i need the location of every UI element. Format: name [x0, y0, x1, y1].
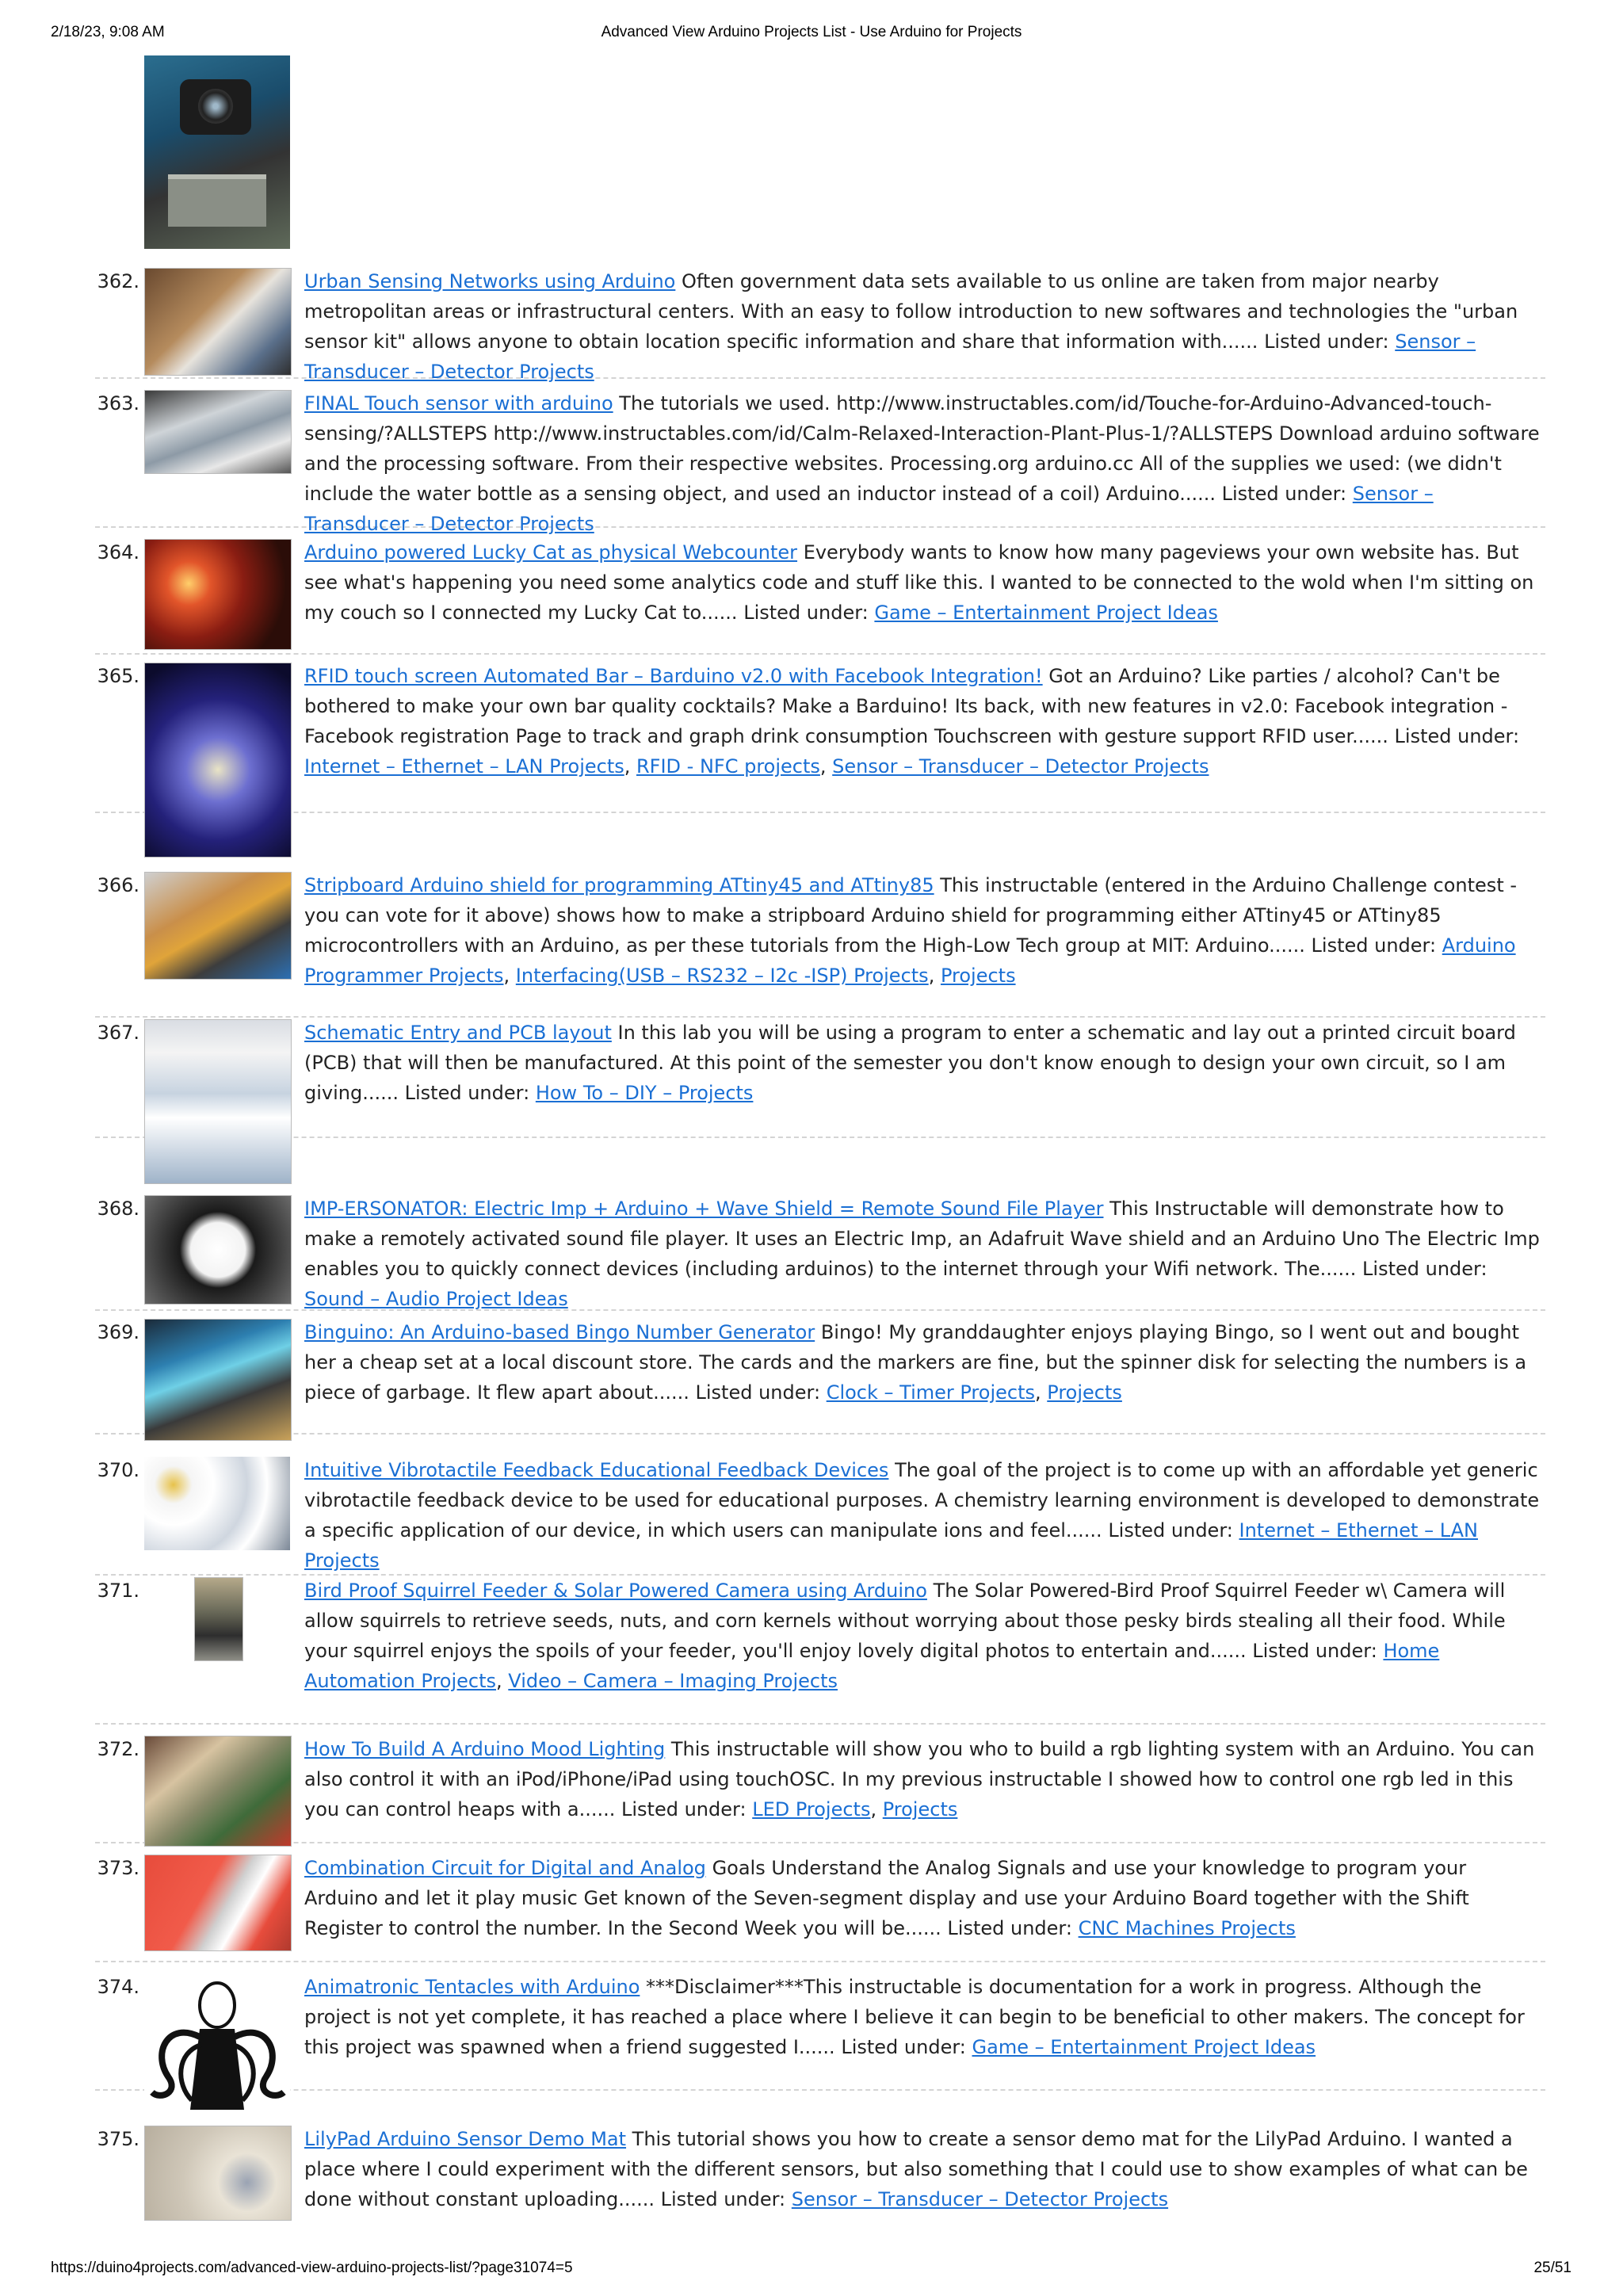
category-link[interactable]: How To – DIY – Projects	[535, 1082, 754, 1104]
item-thumbnail[interactable]	[144, 1457, 290, 1550]
listed-under-label: Listed under:	[621, 1798, 747, 1820]
item-text	[304, 266, 1541, 387]
item-summary: The goal of the project is to come up with an affordable yet generic vibrotactile feedback device to be used for educational purposes. A chemistry learning environment is developed to demonstrate a specific application of our device, in which users can manipulate ions and feel......	[304, 1459, 1540, 1541]
list-item	[95, 537, 1545, 655]
item-thumbnail[interactable]	[144, 1319, 292, 1441]
item-number: 367.	[97, 1022, 139, 1044]
listed-under-label: Listed under:	[947, 1917, 1072, 1939]
tentacles-illustration	[144, 1973, 290, 2110]
listed-under-label: Listed under:	[743, 602, 869, 624]
item-thumbnail[interactable]	[144, 663, 292, 858]
item-summary: Goals Understand the Analog Signals and use your knowledge to program your Arduino and let it play music Get known of the Seven-segment display and use your Arduino Board together with the Shift Register to control the number. In the Second Week you will be......	[304, 1857, 1469, 1939]
listed-under-label: Listed under:	[1311, 934, 1437, 957]
item-summary: The tutorials we used. http://www.instructables.com/id/Touche-for-Arduino-Advanced-touch-sensing/?ALLSTEPS http://www.instructables.com/id/Calm-Relaxed-Interaction-Plant-Plus-1/?ALLSTEPS Download arduino software and the processing software. From their respective websites. Processing.org arduino.cc All of the supplies we used: (we didn't include the water bottle as a sensing object, and used an inductor instead of a coil) Arduino......	[304, 392, 1540, 505]
print-footer	[0, 2260, 1623, 2291]
item-summary: In this lab you will be using a program to enter a schematic and lay out a printed circuit board (PCB) that will then be manufactured. At this point of the semester you don't know enough to design your own circuit, so I am giving......	[304, 1022, 1516, 1104]
print-url: https://duino4projects.com/advanced-view-arduino-projects-list/?page31074=5	[51, 2260, 573, 2276]
item-text	[304, 1018, 1541, 1108]
category-link[interactable]: Internet – Ethernet – LAN Projects	[304, 755, 624, 777]
item-number: 374.	[97, 1976, 139, 1998]
item-thumbnail[interactable]	[144, 2126, 292, 2221]
listed-under-label: Listed under:	[841, 2036, 966, 2058]
item-number: 375.	[97, 2128, 139, 2150]
item-thumbnail[interactable]	[144, 539, 292, 650]
item-number: 368.	[97, 1198, 139, 1220]
item-number: 370.	[97, 1459, 139, 1481]
item-text	[304, 1972, 1541, 2062]
item-number: 364.	[97, 541, 139, 563]
list-item	[95, 1317, 1545, 1435]
list-item	[95, 1455, 1545, 1576]
item-thumbnail[interactable]	[144, 390, 292, 474]
item-thumbnail[interactable]	[144, 268, 292, 376]
category-link[interactable]: Projects	[940, 965, 1016, 987]
item-title-link[interactable]: Arduino powered Lucky Cat as physical Webcounter	[304, 541, 798, 563]
item-number: 371.	[97, 1580, 139, 1602]
item-title-link[interactable]: Urban Sensing Networks using Arduino	[304, 270, 676, 292]
listed-under-label: Listed under:	[1362, 1258, 1487, 1280]
listed-under-label: Listed under:	[1108, 1519, 1233, 1541]
listed-under-label: Listed under:	[1252, 1640, 1377, 1662]
item-text: How To Build A Arduino Mood Lighting This instructable will show you who to build a rgb lighting system with an Arduino. You can also control it with an iPod/iPhone/iPad using touchOSC. In my previous instructable I showed how to control one rgb led in this you can control heaps with a...... Listed under: LED Projects, Projects	[304, 1738, 1535, 1820]
item-title-link[interactable]: Stripboard Arduino shield for programming ATtiny45 and ATtiny85	[304, 874, 934, 896]
item-summary: ***Disclaimer***This instructable is documentation for a work in progress. Although the project is not yet complete, it has reached a place where I believe it can begin to be beneficial to other makers. The concept for this project was spawned when a friend suggested I......	[304, 1976, 1525, 2058]
item-text	[304, 1194, 1541, 1314]
item-text	[304, 1853, 1541, 1943]
item-text: Bird Proof Squirrel Feeder & Solar Powered Camera using Arduino The Solar Powered-Bird Proof Squirrel Feeder w\ Camera will allow squirrels to retrieve seeds, nuts, and corn kernels without worrying about those pesky birds stealing all their food. While your squirrel enjoys the spoils of your feeder, you'll enjoy lovely digital photos to entertain and...... Listed under: Home Automation Projects, Video – Camera – Imaging Projects	[304, 1580, 1506, 1692]
category-link[interactable]: Clock – Timer Projects	[826, 1381, 1035, 1404]
item-number: 365.	[97, 665, 139, 687]
item-title-link[interactable]: Bird Proof Squirrel Feeder & Solar Powered Camera using Arduino	[304, 1580, 927, 1602]
print-page-number: 25/51	[1533, 2260, 1571, 2276]
category-link[interactable]: Projects	[1047, 1381, 1122, 1404]
list-item	[95, 2124, 1545, 2243]
category-link[interactable]: Internet – Ethernet – LAN Projects	[304, 1519, 1478, 1572]
item-thumbnail[interactable]	[144, 1855, 292, 1951]
item-title-link[interactable]: Intuitive Vibrotactile Feedback Educational Feedback Devices	[304, 1459, 889, 1481]
list-item	[95, 870, 1545, 1018]
item-title-link[interactable]: FINAL Touch sensor with arduino	[304, 392, 613, 415]
category-link[interactable]: Arduino Programmer Projects	[304, 934, 1516, 987]
category-link[interactable]: Home Automation Projects	[304, 1640, 1440, 1692]
item-title-link[interactable]: RFID touch screen Automated Bar – Barduino v2.0 with Facebook Integration!	[304, 665, 1043, 687]
item-title-link[interactable]: Combination Circuit for Digital and Analog	[304, 1857, 706, 1879]
item-number: 372.	[97, 1738, 139, 1760]
list-item	[95, 1972, 1545, 2091]
item-thumbnail[interactable]	[144, 1973, 290, 2110]
item-number: 362.	[97, 270, 139, 292]
item-text	[304, 2124, 1541, 2214]
item-number: 369.	[97, 1321, 139, 1343]
previous-item-thumbnail[interactable]	[144, 55, 290, 249]
category-link[interactable]: Projects	[882, 1798, 958, 1820]
listed-under-label: Listed under:	[660, 2188, 786, 2210]
item-thumbnail[interactable]	[144, 1019, 292, 1184]
camera-image-base	[168, 174, 266, 227]
list-item	[95, 266, 1545, 383]
item-thumbnail[interactable]	[144, 1195, 292, 1305]
item-summary: Got an Arduino? Like parties / alcohol? Can't be bothered to make your own bar quality cocktails? Make a Barduino! Its back, with new features in v2.0: Facebook integration - Facebook registration Page to track and graph drink consumption Touchscreen with gesture support RFID user......	[304, 665, 1508, 747]
print-page-title: Advanced View Arduino Projects List - Use Arduino for Projects	[601, 24, 1022, 40]
category-link[interactable]: Sound – Audio Project Ideas	[304, 1288, 568, 1310]
category-link[interactable]: Game – Entertainment Project Ideas	[874, 602, 1218, 624]
item-title-link[interactable]: Schematic Entry and PCB layout	[304, 1022, 612, 1044]
listed-under-label: Listed under:	[1221, 483, 1347, 505]
category-link[interactable]: CNC Machines Projects	[1078, 1917, 1296, 1939]
item-summary: This tutorial shows you how to create a sensor demo mat for the LilyPad Arduino. I wanted a place where I could experiment with the different sensors, but also something that I could use to show examples of what can be done without constant uploading......	[304, 2128, 1528, 2210]
listed-under-label: Listed under:	[695, 1381, 821, 1404]
item-thumbnail[interactable]	[144, 872, 292, 980]
category-link[interactable]: RFID - NFC projects	[636, 755, 820, 777]
item-text: Stripboard Arduino shield for programming ATtiny45 and ATtiny85 This instructable (entered in the Arduino Challenge contest - you can vote for it above) shows how to make a stripboard Arduino shield for programming either ATtiny45 or ATtiny85 microcontrollers with an Arduino, as per these tutorials from the High-Low Tech group at MIT: Arduino...... Listed under: Arduino Programmer Projects, Interfacing(USB – RS232 – I2c -ISP) Projects, Projects	[304, 874, 1518, 987]
list-item	[95, 661, 1545, 813]
item-thumbnail[interactable]	[194, 1577, 243, 1661]
category-link[interactable]: Sensor – Transducer – Detector Projects	[304, 330, 1476, 383]
item-title-link[interactable]: How To Build A Arduino Mood Lighting	[304, 1738, 666, 1760]
item-summary: Bingo! My granddaughter enjoys playing Bingo, so I went out and bought her a cheap set at a local discount store. The cards and the markers are fine, but the spinner disk for selecting the numbers is a piece of garbage. It flew apart about......	[304, 1321, 1527, 1404]
list-item	[95, 1853, 1545, 1962]
print-header	[0, 24, 1623, 55]
category-link[interactable]: Sensor – Transducer – Detector Projects	[304, 483, 1434, 535]
item-text	[304, 1455, 1541, 1576]
item-text: Binguino: An Arduino-based Bingo Number Generator Bingo! My granddaughter enjoys playing Bingo, so I went out and bought her a cheap set at a local discount store. The cards and the markers are fine, but the spinner disk for selecting the numbers is a piece of garbage. It flew apart about...... Listed under: Clock – Timer Projects, Projects	[304, 1321, 1527, 1404]
list-item	[95, 1194, 1545, 1311]
item-title-link[interactable]: IMP-ERSONATOR: Electric Imp + Arduino + Wave Shield = Remote Sound File Player	[304, 1198, 1104, 1220]
item-number: 363.	[97, 392, 139, 415]
item-summary: The Solar Powered-Bird Proof Squirrel Feeder w\ Camera will allow squirrels to retrieve seeds, nuts, and corn kernels without worrying about those pesky birds stealing all their food. While your squirrel enjoys the spoils of your feeder, you'll enjoy lovely digital photos to entertain and......	[304, 1580, 1506, 1662]
item-title-link[interactable]: LilyPad Arduino Sensor Demo Mat	[304, 2128, 627, 2150]
item-summary: Often government data sets available to us online are taken from major nearby metropolitan areas or infrastructural centers. With an easy to follow introduction to new softwares and technologies the "urban sensor kit" allows anyone to obtain location specific information and share that information with......	[304, 270, 1518, 353]
category-link[interactable]: LED Projects	[752, 1798, 871, 1820]
item-title-link[interactable]: Animatronic Tentacles with Arduino	[304, 1976, 640, 1998]
print-datetime: 2/18/23, 9:08 AM	[51, 24, 165, 40]
camera-image-lens	[198, 89, 233, 124]
item-number: 373.	[97, 1857, 139, 1879]
list-item	[95, 1576, 1545, 1725]
item-text: RFID touch screen Automated Bar – Barduino v2.0 with Facebook Integration! Got an Arduino? Like parties / alcohol? Can't be bothered to make your own bar quality cocktails? Make a Barduino! Its back, with new features in v2.0: Facebook integration - Facebook registration Page to track and graph drink consumption Touchscreen with gesture support RFID user...... Listed under: Internet – Ethernet – LAN Projects, RFID - NFC projects, Sensor – Transducer – Detector Projects	[304, 665, 1520, 777]
list-item	[95, 1734, 1545, 1843]
listed-under-label: Listed under:	[1264, 330, 1389, 353]
category-link[interactable]: Sensor – Transducer – Detector Projects	[832, 755, 1209, 777]
item-title-link[interactable]: Binguino: An Arduino-based Bingo Number Generator	[304, 1321, 815, 1343]
item-summary: This Instructable will demonstrate how to make a remotely activated sound file player. It uses an Electric Imp, an Adafruit Wave shield and an Arduino Uno The Electric Imp enables you to quickly connect devices (including arduinos) to the internet through your Wifi network. The......	[304, 1198, 1540, 1280]
category-link[interactable]: Video – Camera – Imaging Projects	[508, 1670, 838, 1692]
item-thumbnail[interactable]	[144, 1736, 292, 1847]
item-summary: This instructable (entered in the Arduino Challenge contest - you can vote for it above) shows how to make a stripboard Arduino shield for programming either ATtiny45 or ATtiny85 microcontrollers with an Arduino, as per these tutorials from the High-Low Tech group at MIT: Arduino......	[304, 874, 1518, 957]
item-summary: This instructable will show you who to build a rgb lighting system with an Arduino. You can also control it with an iPod/iPhone/iPad using touchOSC. In my previous instructable I showed how to control one rgb led in this you can control heaps with a......	[304, 1738, 1535, 1820]
item-text	[304, 537, 1541, 628]
listed-under-label: Listed under:	[1394, 725, 1520, 747]
category-link[interactable]: Game – Entertainment Project Ideas	[972, 2036, 1316, 2058]
item-text	[304, 388, 1541, 539]
category-link[interactable]: Interfacing(USB – RS232 – I2c -ISP) Projects	[515, 965, 929, 987]
item-number: 366.	[97, 874, 139, 896]
listed-under-label: Listed under:	[404, 1082, 530, 1104]
item-summary: Everybody wants to know how many pageviews your own website has. But see what's happening you need some analytics code and stuff like this. I wanted to be connected to the wold when I'm sitting on my couch so I connected my Lucky Cat to......	[304, 541, 1534, 624]
category-link[interactable]: Sensor – Transducer – Detector Projects	[791, 2188, 1169, 2210]
list-item	[95, 388, 1545, 535]
list-item	[95, 1018, 1545, 1138]
